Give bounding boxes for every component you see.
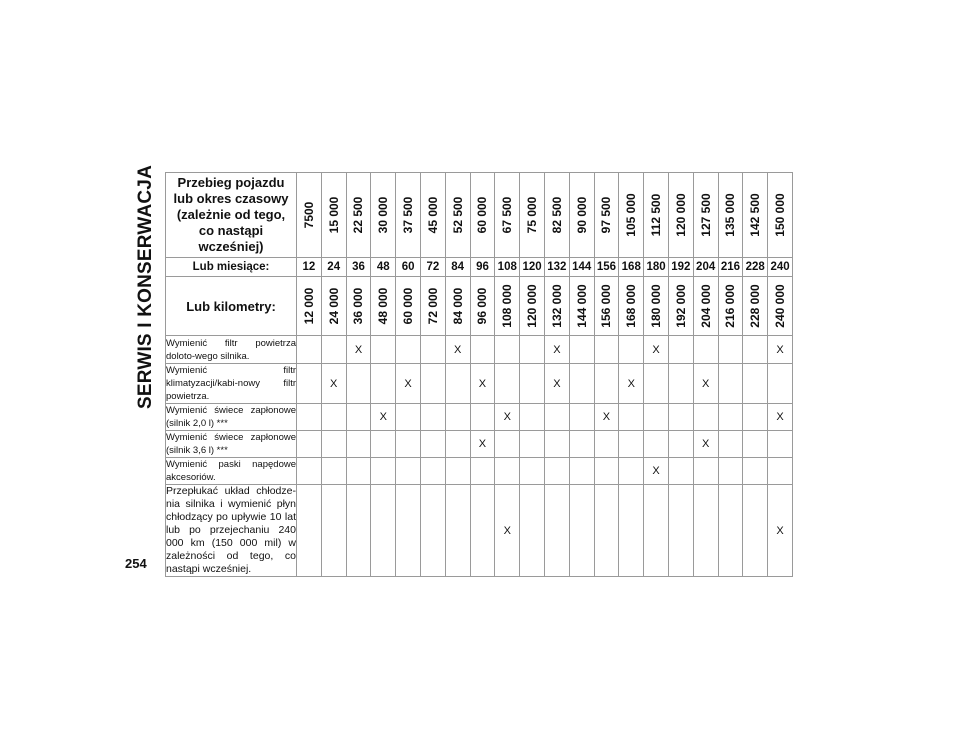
header-row-cell bbox=[297, 173, 322, 258]
km-row-value: 180 000 bbox=[649, 284, 664, 328]
months-row bbox=[166, 258, 793, 277]
km-row-cell bbox=[743, 277, 768, 336]
header-row-value: 82 500 bbox=[549, 196, 564, 234]
task-row bbox=[166, 458, 793, 485]
task-mark bbox=[743, 404, 768, 431]
task-description: Wymienić filtr powietrza doloto-wego silnika. bbox=[166, 337, 296, 362]
task-mark bbox=[644, 404, 669, 431]
task-description: Przepłukać układ chłodze-nia silnika i wymienić płyn chłodzący po upływie 10 lat lub po przejechaniu 240 000 km (150 000 mil) w zależności od tego, co nastąpi wcześniej. bbox=[166, 485, 296, 575]
task-mark bbox=[297, 404, 322, 431]
km-row-value: 204 000 bbox=[698, 284, 713, 328]
task-row bbox=[166, 364, 793, 404]
task-mark bbox=[445, 404, 470, 431]
km-row-value: 144 000 bbox=[574, 284, 589, 328]
task-mark: X bbox=[445, 336, 470, 364]
task-mark bbox=[619, 458, 644, 485]
task-row bbox=[166, 336, 793, 364]
task-mark bbox=[569, 431, 594, 458]
task-mark bbox=[668, 431, 693, 458]
km-row-cell bbox=[396, 277, 421, 336]
task-mark: X bbox=[594, 404, 619, 431]
task-mark bbox=[520, 364, 545, 404]
task-mark bbox=[594, 336, 619, 364]
months-value: 240 bbox=[768, 258, 793, 277]
header-row-value: 7500 bbox=[301, 201, 316, 229]
km-row-cell bbox=[693, 277, 718, 336]
header-row-value: 15 000 bbox=[326, 196, 341, 234]
months-value: 228 bbox=[743, 258, 768, 277]
task-mark bbox=[520, 458, 545, 485]
months-value: 192 bbox=[668, 258, 693, 277]
km-row-cell bbox=[371, 277, 396, 336]
km-row-cell bbox=[644, 277, 669, 336]
km-row-cell bbox=[520, 277, 545, 336]
task-mark bbox=[346, 458, 371, 485]
months-value: 144 bbox=[569, 258, 594, 277]
task-mark bbox=[668, 364, 693, 404]
header-row-cell bbox=[470, 173, 495, 258]
km-row-value: 12 000 bbox=[301, 287, 316, 325]
header-row-value: 120 000 bbox=[673, 193, 688, 237]
header-row-value: 90 000 bbox=[574, 196, 589, 234]
task-row bbox=[166, 431, 793, 458]
header-row-cell bbox=[495, 173, 520, 258]
task-mark bbox=[569, 404, 594, 431]
task-description: Wymienić paski napędowe akcesoriów. bbox=[166, 459, 296, 483]
km-row-value: 228 000 bbox=[748, 284, 763, 328]
task-mark bbox=[420, 364, 445, 404]
km-row-value: 192 000 bbox=[673, 284, 688, 328]
task-mark: X bbox=[470, 364, 495, 404]
task-mark bbox=[445, 485, 470, 577]
task-mark bbox=[470, 485, 495, 577]
task-mark bbox=[594, 485, 619, 577]
task-mark bbox=[668, 336, 693, 364]
task-mark bbox=[619, 404, 644, 431]
task-mark bbox=[569, 364, 594, 404]
km-row-value: 24 000 bbox=[326, 287, 341, 325]
task-mark: X bbox=[693, 364, 718, 404]
header-row-cell bbox=[768, 173, 793, 258]
months-value: 216 bbox=[718, 258, 743, 277]
months-value: 156 bbox=[594, 258, 619, 277]
task-mark bbox=[371, 336, 396, 364]
header-row-cell bbox=[321, 173, 346, 258]
task-mark bbox=[743, 364, 768, 404]
task-mark bbox=[346, 485, 371, 577]
months-value: 12 bbox=[297, 258, 322, 277]
task-mark bbox=[297, 458, 322, 485]
task-mark bbox=[297, 431, 322, 458]
header-row-cell bbox=[668, 173, 693, 258]
task-mark: X bbox=[321, 364, 346, 404]
months-value: 36 bbox=[346, 258, 371, 277]
header-row-cell bbox=[396, 173, 421, 258]
task-mark bbox=[544, 458, 569, 485]
km-row-cell bbox=[718, 277, 743, 336]
task-mark bbox=[544, 485, 569, 577]
task-mark bbox=[544, 431, 569, 458]
task-mark bbox=[321, 404, 346, 431]
task-mark bbox=[693, 404, 718, 431]
task-mark bbox=[495, 364, 520, 404]
km-row-cell bbox=[668, 277, 693, 336]
task-mark bbox=[743, 431, 768, 458]
months-value: 84 bbox=[445, 258, 470, 277]
task-mark bbox=[619, 336, 644, 364]
task-mark bbox=[693, 458, 718, 485]
header-row-cell bbox=[644, 173, 669, 258]
km-row-cell bbox=[619, 277, 644, 336]
task-mark bbox=[569, 458, 594, 485]
task-mark bbox=[668, 485, 693, 577]
task-mark bbox=[693, 336, 718, 364]
km-row-cell bbox=[495, 277, 520, 336]
task-mark bbox=[644, 485, 669, 577]
header-row bbox=[166, 173, 793, 258]
task-description: Wymienić filtr klimatyzacji/kabi-nowy filtr powietrza. bbox=[166, 365, 296, 402]
task-mark bbox=[768, 458, 793, 485]
task-mark: X bbox=[768, 336, 793, 364]
task-mark bbox=[569, 336, 594, 364]
km-row-cell bbox=[297, 277, 322, 336]
km-row-value: 168 000 bbox=[624, 284, 639, 328]
task-mark bbox=[420, 431, 445, 458]
header-row-value: 60 000 bbox=[475, 196, 490, 234]
header-row-value: 142 500 bbox=[748, 193, 763, 237]
months-value: 24 bbox=[321, 258, 346, 277]
km-row-value: 132 000 bbox=[549, 284, 564, 328]
task-mark: X bbox=[346, 336, 371, 364]
km-row-label: Lub kilometry: bbox=[166, 277, 297, 336]
km-row-cell bbox=[470, 277, 495, 336]
months-value: 96 bbox=[470, 258, 495, 277]
months-row-label: Lub miesiące: bbox=[166, 258, 297, 277]
km-row-value: 72 000 bbox=[425, 287, 440, 325]
task-mark bbox=[297, 485, 322, 577]
task-mark bbox=[346, 364, 371, 404]
task-mark bbox=[743, 458, 768, 485]
task-mark bbox=[470, 458, 495, 485]
km-row-value: 240 000 bbox=[773, 284, 788, 328]
task-mark bbox=[321, 458, 346, 485]
months-value: 108 bbox=[495, 258, 520, 277]
section-title bbox=[134, 164, 158, 410]
months-value: 48 bbox=[371, 258, 396, 277]
task-row bbox=[166, 485, 793, 577]
task-mark: X bbox=[644, 458, 669, 485]
task-mark bbox=[718, 336, 743, 364]
task-mark bbox=[495, 431, 520, 458]
header-row-value: 97 500 bbox=[599, 196, 614, 234]
task-mark bbox=[396, 431, 421, 458]
km-row-value: 96 000 bbox=[475, 287, 490, 325]
header-row-value: 135 000 bbox=[723, 193, 738, 237]
km-row-value: 156 000 bbox=[599, 284, 614, 328]
km-row-value: 84 000 bbox=[450, 287, 465, 325]
task-mark bbox=[668, 404, 693, 431]
task-mark bbox=[445, 431, 470, 458]
task-mark: X bbox=[544, 364, 569, 404]
task-mark bbox=[718, 364, 743, 404]
task-mark bbox=[297, 336, 322, 364]
task-mark bbox=[644, 431, 669, 458]
task-mark bbox=[321, 485, 346, 577]
months-value: 168 bbox=[619, 258, 644, 277]
km-row-cell bbox=[321, 277, 346, 336]
task-mark bbox=[420, 485, 445, 577]
task-mark bbox=[371, 431, 396, 458]
header-row-cell bbox=[718, 173, 743, 258]
months-value: 180 bbox=[644, 258, 669, 277]
task-mark bbox=[619, 485, 644, 577]
task-mark bbox=[396, 458, 421, 485]
task-mark: X bbox=[470, 431, 495, 458]
task-mark bbox=[718, 404, 743, 431]
km-row bbox=[166, 277, 793, 336]
task-mark bbox=[594, 431, 619, 458]
km-row-cell bbox=[346, 277, 371, 336]
task-mark: X bbox=[619, 364, 644, 404]
km-row-cell bbox=[569, 277, 594, 336]
header-row-cell bbox=[619, 173, 644, 258]
task-mark: X bbox=[693, 431, 718, 458]
header-row-value: 45 000 bbox=[425, 196, 440, 234]
task-mark bbox=[396, 404, 421, 431]
task-mark bbox=[768, 431, 793, 458]
header-row-cell bbox=[594, 173, 619, 258]
km-row-value: 36 000 bbox=[351, 287, 366, 325]
task-mark: X bbox=[495, 485, 520, 577]
task-mark bbox=[520, 431, 545, 458]
km-row-value: 108 000 bbox=[500, 284, 515, 328]
header-row-cell bbox=[346, 173, 371, 258]
months-value: 60 bbox=[396, 258, 421, 277]
task-mark: X bbox=[396, 364, 421, 404]
task-mark bbox=[668, 458, 693, 485]
header-row-value: 105 000 bbox=[624, 193, 639, 237]
task-mark bbox=[470, 404, 495, 431]
task-mark: X bbox=[495, 404, 520, 431]
header-row-value: 150 000 bbox=[773, 193, 788, 237]
header-row-label: Przebieg pojazdu lub okres czasowy (zależnie od tego, co nastąpi wcześniej) bbox=[166, 173, 297, 258]
header-row-value: 37 500 bbox=[401, 196, 416, 234]
header-row-value: 22 500 bbox=[351, 196, 366, 234]
task-mark: X bbox=[768, 404, 793, 431]
task-mark bbox=[346, 431, 371, 458]
task-mark bbox=[693, 485, 718, 577]
km-row-cell bbox=[544, 277, 569, 336]
task-mark bbox=[420, 458, 445, 485]
task-mark: X bbox=[544, 336, 569, 364]
task-mark bbox=[743, 336, 768, 364]
task-mark bbox=[495, 336, 520, 364]
task-mark bbox=[420, 404, 445, 431]
header-row-value: 67 500 bbox=[500, 196, 515, 234]
months-value: 204 bbox=[693, 258, 718, 277]
task-mark bbox=[594, 364, 619, 404]
header-row-cell bbox=[520, 173, 545, 258]
task-description: Wymienić świece zapłonowe (silnik 3,6 l) *** bbox=[166, 432, 296, 456]
task-mark bbox=[520, 336, 545, 364]
page-number: 254 bbox=[125, 556, 147, 571]
maintenance-schedule-table bbox=[165, 172, 793, 577]
task-mark: X bbox=[371, 404, 396, 431]
header-row-cell bbox=[569, 173, 594, 258]
task-mark bbox=[371, 364, 396, 404]
months-value: 120 bbox=[520, 258, 545, 277]
header-row-cell bbox=[420, 173, 445, 258]
task-mark bbox=[718, 458, 743, 485]
km-row-cell bbox=[594, 277, 619, 336]
task-mark bbox=[470, 336, 495, 364]
km-row-value: 48 000 bbox=[376, 287, 391, 325]
km-row-value: 120 000 bbox=[525, 284, 540, 328]
header-row-cell bbox=[371, 173, 396, 258]
task-mark bbox=[371, 485, 396, 577]
task-mark bbox=[321, 431, 346, 458]
task-mark bbox=[594, 458, 619, 485]
task-mark bbox=[718, 431, 743, 458]
task-mark bbox=[445, 458, 470, 485]
header-row-value: 127 500 bbox=[698, 193, 713, 237]
section-title-text: SERWIS I KONSERWACJA bbox=[135, 164, 156, 410]
km-row-cell bbox=[445, 277, 470, 336]
task-mark bbox=[396, 336, 421, 364]
task-mark bbox=[520, 485, 545, 577]
task-mark bbox=[743, 485, 768, 577]
task-mark bbox=[544, 404, 569, 431]
task-mark bbox=[346, 404, 371, 431]
task-mark: X bbox=[644, 336, 669, 364]
task-mark bbox=[371, 458, 396, 485]
header-row-cell bbox=[544, 173, 569, 258]
header-row-value: 75 000 bbox=[525, 196, 540, 234]
km-row-value: 60 000 bbox=[401, 287, 416, 325]
task-mark bbox=[495, 458, 520, 485]
header-row-cell bbox=[445, 173, 470, 258]
header-row-value: 52 500 bbox=[450, 196, 465, 234]
task-mark bbox=[297, 364, 322, 404]
task-mark bbox=[718, 485, 743, 577]
task-mark bbox=[445, 364, 470, 404]
task-mark: X bbox=[768, 485, 793, 577]
km-row-cell bbox=[768, 277, 793, 336]
task-mark bbox=[520, 404, 545, 431]
header-row-value: 30 000 bbox=[376, 196, 391, 234]
task-mark bbox=[644, 364, 669, 404]
task-mark bbox=[768, 364, 793, 404]
task-mark bbox=[396, 485, 421, 577]
task-description: Wymienić świece zapłonowe (silnik 2,0 l) *** bbox=[166, 405, 296, 429]
months-value: 72 bbox=[420, 258, 445, 277]
km-row-value: 216 000 bbox=[723, 284, 738, 328]
task-mark bbox=[321, 336, 346, 364]
months-value: 132 bbox=[544, 258, 569, 277]
task-mark bbox=[420, 336, 445, 364]
task-row bbox=[166, 404, 793, 431]
km-row-cell bbox=[420, 277, 445, 336]
header-row-cell bbox=[693, 173, 718, 258]
header-row-cell bbox=[743, 173, 768, 258]
task-mark bbox=[619, 431, 644, 458]
task-mark bbox=[569, 485, 594, 577]
header-row-value: 112 500 bbox=[649, 193, 664, 237]
